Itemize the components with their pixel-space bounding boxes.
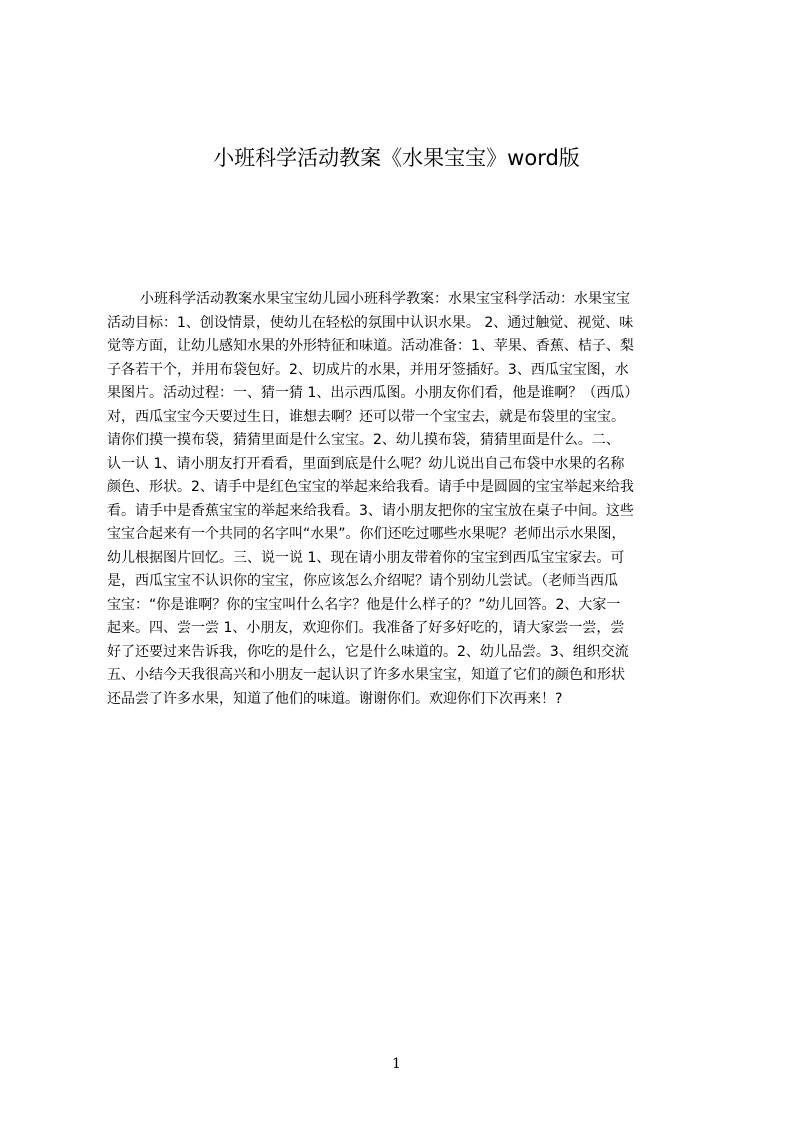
body-line: 五、小结今天我很高兴和小朋友一起认识了许多水果宝宝，知道了它们的颜色和形状 (107, 667, 625, 683)
body-line: 好了还要过来告诉我，你吃的是什么，它是什么味道的。2、幼儿品尝。3、组织交流 (107, 643, 629, 660)
body-line: 起来。四、尝一尝 1、小朋友，欢迎你们。我准备了好多好吃的，请大家尝一尝，尝 (107, 620, 625, 636)
body-line: 看。请手中是香蕉宝宝的举起来给我看。3、请小朋友把你的宝宝放在桌子中间。这些 (107, 502, 634, 519)
body-line: 果图片。活动过程：一、猜一猜 1、出示西瓜图。小朋友你们看，他是谁啊？（西瓜） (107, 385, 639, 401)
body-line: 活动目标：1、创设情景，使幼儿在轻松的氛围中认识水果。 2、通过触觉、视觉、味 (107, 314, 634, 331)
body-line: 还品尝了许多水果，知道了他们的味道。谢谢你们。欢迎你们下次再来！? (107, 690, 563, 707)
body-line: 幼儿根据图片回忆。三、说一说 1、现在请小朋友带着你的宝宝到西瓜宝宝家去。可 (107, 549, 625, 566)
body-line: 觉等方面，让幼儿感知水果的外形特征和味道。活动准备：1、苹果、香蕉、桔子、梨 (107, 338, 634, 354)
body-line: 颜色、形状。2、请手中是红色宝宝的举起来给我看。请手中是圆圆的宝宝举起来给我 (107, 479, 634, 495)
body-line: 是，西瓜宝宝不认识你的宝宝，你应该怎么介绍呢？请个别幼儿尝试。（老师当西瓜 (107, 573, 618, 589)
body-line: 小班科学活动教案水果宝宝幼儿园小班科学教案：水果宝宝科学活动：水果宝宝 (140, 291, 630, 307)
body-line: 认一认 1、请小朋友打开看看，里面到底是什么呢？幼儿说出自己布袋中水果的名称 (107, 455, 625, 472)
body-line: 子各若干个，并用布袋包好。2、切成片的水果，并用牙签插好。3、西瓜宝宝图，水 (107, 361, 629, 378)
body-line: 宝宝：“你是谁啊？你的宝宝叫什么名字？他是什么样子的？”幼儿回答。2、大家一 (107, 596, 621, 613)
body-line: 请你们摸一摸布袋，猜猜里面是什么宝宝。2、幼儿摸布袋，猜猜里面是什么。二、 (107, 432, 620, 448)
page-title: 小班科学活动教案《水果宝宝》word版 (213, 146, 580, 170)
body-text (107, 288, 697, 778)
body-line: 宝宝合起来有一个共同的名字叫“水果”。你们还吃过哪些水果呢？老师出示水果图， (107, 526, 626, 542)
page-number: 1 (392, 1056, 401, 1072)
body-line: 对，西瓜宝宝今天要过生日，谁想去啊？还可以带一个宝宝去，就是布袋里的宝宝。 (107, 408, 625, 425)
